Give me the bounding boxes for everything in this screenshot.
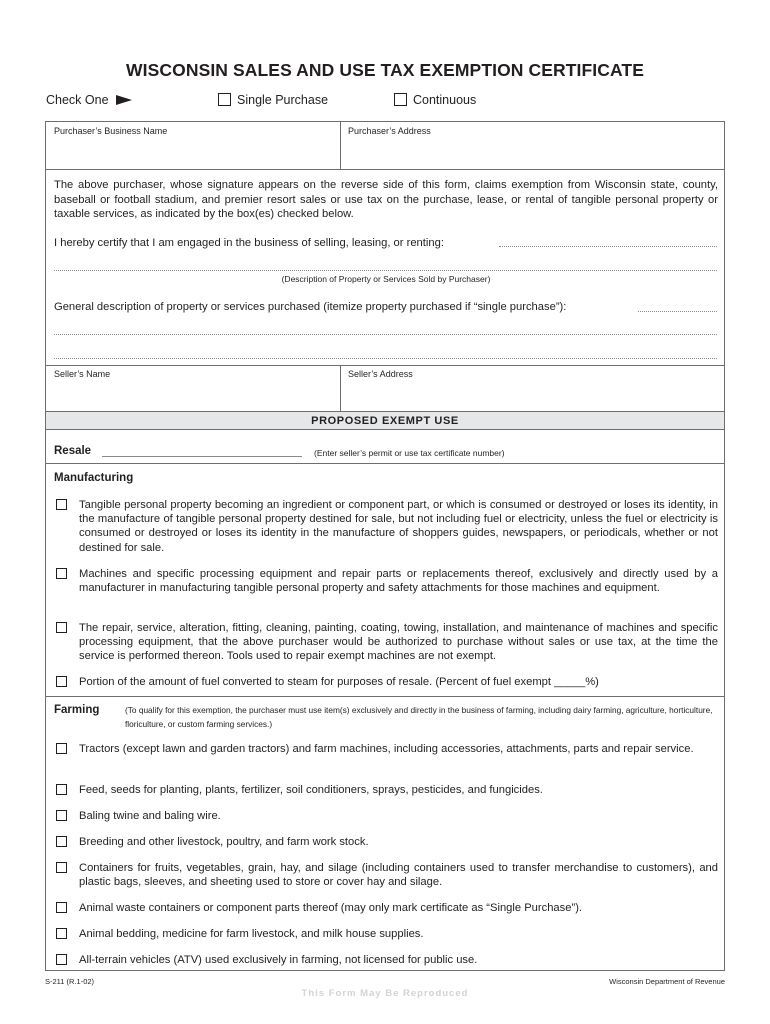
seller-top-rule <box>46 365 724 366</box>
purchaser-name-label: Purchaser’s Business Name <box>54 126 168 136</box>
farming-item-text: Baling twine and baling wire. <box>79 810 221 822</box>
farming-item-text: Animal bedding, medicine for farm livestock, and milk house supplies. <box>79 928 424 940</box>
manufacturing-bottom-rule <box>46 696 724 697</box>
business-description-field-1[interactable] <box>499 246 717 247</box>
manufacturing-heading: Manufacturing <box>54 472 134 484</box>
property-description-field-3[interactable] <box>54 358 717 359</box>
seller-address-label: Seller’s Address <box>348 369 413 379</box>
farming-checkbox-7[interactable] <box>56 928 67 939</box>
manufacturing-checkbox-2[interactable] <box>56 568 67 579</box>
continuous-checkbox[interactable] <box>394 93 407 106</box>
farming-item-text: Animal waste containers or component parts thereof (may only mark certificate as “Single Purchase”). <box>79 902 583 914</box>
form-title: WISCONSIN SALES AND USE TAX EXEMPTION CERTIFICATE <box>126 60 644 80</box>
manufacturing-item-text: Machines and specific processing equipment and repair parts or replacements thereof, exclusively and directly used by a manufacturer in manufacturing tangible personal property and safety attachments for those machines and equipment. <box>79 568 718 595</box>
farming-qualification-note: (To qualify for this exemption, the purchaser must use item(s) exclusively and directly in the business of farming, including dairy farming, agriculture, horticulture, floriculture, or custom farming services.) <box>125 705 713 729</box>
property-description-field-1[interactable] <box>638 311 717 312</box>
farming-checkbox-1[interactable] <box>56 743 67 754</box>
single-purchase-label: Single Purchase <box>237 93 329 107</box>
farming-checkbox-4[interactable] <box>56 836 67 847</box>
continuous-label: Continuous <box>413 93 477 107</box>
check-one-label: Check One <box>46 93 109 107</box>
farming-checkbox-6[interactable] <box>56 902 67 913</box>
seller-divider <box>340 365 341 411</box>
purchaser-address-label: Purchaser’s Address <box>348 126 431 136</box>
manufacturing-item-text: The repair, service, alteration, fitting, cleaning, painting, coating, towing, installation, and maintenance of machines and specific processing equipment, that the above purchaser would be authorized to purchase without sales or use tax, at the time the service is performed thereon. Tools used to repair exempt machines are not exempt. <box>79 622 718 663</box>
seller-name-label: Seller’s Name <box>54 369 111 379</box>
farming-item-text: Breeding and other livestock, poultry, and farm work stock. <box>79 836 369 848</box>
agency-name: Wisconsin Department of Revenue <box>609 977 725 986</box>
farming-item-text: All-terrain vehicles (ATV) used exclusively in farming, not licensed for public use. <box>79 954 478 966</box>
farming-checkbox-3[interactable] <box>56 810 67 821</box>
certificate-frame <box>45 121 725 971</box>
resale-permit-field[interactable] <box>102 456 302 457</box>
farming-item-text: Feed, seeds for planting, plants, fertilizer, soil conditioners, sprays, pesticides, and fungicides. <box>79 784 543 796</box>
farming-heading: Farming <box>54 704 100 716</box>
farming-checkbox-8[interactable] <box>56 954 67 965</box>
exemption-statement: The above purchaser, whose signature appears on the reverse side of this form, claims exemption from Wisconsin state, county, baseball or football stadium, and premier resort sales or use tax on the purchase, lease, or rental of tangible personal property or taxable services, as indicated by the box(es) checked below. <box>54 179 718 221</box>
farming-checkbox-2[interactable] <box>56 784 67 795</box>
seller-address-field[interactable] <box>343 381 723 409</box>
general-description-label: General description of property or services purchased (itemize property purchased if “single purchase”): <box>54 301 567 313</box>
form-number: S-211 (R.1-02) <box>45 977 95 986</box>
property-description-field-2[interactable] <box>54 334 717 335</box>
farming-item-text: Containers for fruits, vegetables, grain, hay, and silage (including containers used to transfer merchandise to customers), and plastic bags, sleeves, and sheeting used to store or cover hay and silage. <box>79 862 718 889</box>
manufacturing-checkbox-4[interactable] <box>56 676 67 687</box>
check-one-row <box>46 92 726 110</box>
purchaser-divider <box>340 122 341 169</box>
business-description-field-2[interactable] <box>54 270 717 271</box>
farming-item-text: Tractors (except lawn and garden tractors) and farm machines, including accessories, attachments, parts and repair service. <box>79 743 694 755</box>
farming-checkbox-5[interactable] <box>56 862 67 873</box>
certify-statement: I hereby certify that I am engaged in the business of selling, leasing, or renting: <box>54 237 444 249</box>
resale-label: Resale <box>54 445 92 457</box>
manufacturing-checkbox-3[interactable] <box>56 622 67 633</box>
purchaser-bottom-rule <box>46 169 724 170</box>
resale-note: (Enter seller’s permit or use tax certificate number) <box>314 448 505 458</box>
manufacturing-item-text: Portion of the amount of fuel converted to steam for purposes of resale. (Percent of fuel exempt _____%) <box>79 676 599 688</box>
proposed-exempt-use-heading: PROPOSED EXEMPT USE <box>46 411 724 430</box>
reproduction-notice: This Form May Be Reproduced <box>301 988 469 999</box>
pointer-arrow-icon <box>116 95 132 105</box>
seller-name-field[interactable] <box>47 381 337 409</box>
manufacturing-item-text: Tangible personal property becoming an ingredient or component part, or which is consumed or destroyed or loses its identity, in the manufacture of tangible personal property destined for sale, but not including fuel or electricity, unless the fuel or electricity is consumed or destroyed or loses its identity in the manufacture of shoppers guides, newspapers, or periodicals, whether or not destined for sale. <box>79 499 718 554</box>
manufacturing-checkbox-1[interactable] <box>56 499 67 510</box>
purchaser-name-field[interactable] <box>47 138 337 168</box>
single-purchase-checkbox[interactable] <box>218 93 231 106</box>
resale-bottom-rule <box>46 463 724 464</box>
purchaser-address-field[interactable] <box>343 138 723 168</box>
description-caption: (Description of Property or Services Sold by Purchaser) <box>281 274 491 284</box>
